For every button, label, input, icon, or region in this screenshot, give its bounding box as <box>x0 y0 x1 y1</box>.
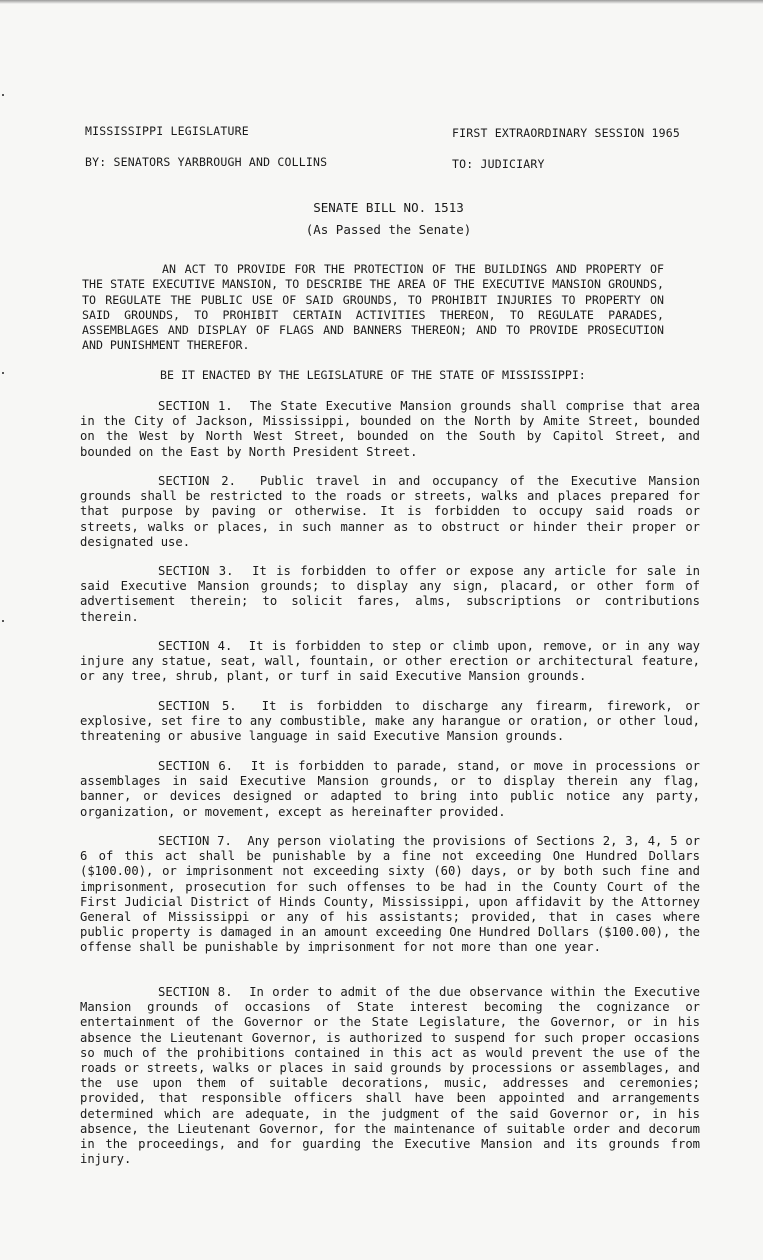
section-label: SECTION 5. <box>158 699 237 713</box>
enacting-clause: BE IT ENACTED BY THE LEGISLATURE OF THE STATE OF MISSISSIPPI: <box>160 368 586 382</box>
section-6 <box>80 759 700 820</box>
section-text: Public travel in and occupancy of the Executive Mansion grounds shall be restricted to the roads or streets, walks and places prepared for that purpose by paving or otherwise. It is forbidden to occupy said roads or streets, walks or places, in such manner as to obstruct or hinder their proper or designated use. <box>80 474 701 549</box>
committee-label: TO: JUDICIARY <box>452 157 545 171</box>
section-label: SECTION 6. <box>158 759 233 773</box>
section-1 <box>80 399 700 460</box>
section-text: In order to admit of the due observance within the Executive Mansion grounds of occasions of State interest becoming the cognizance or entertainment of the Governor or the State Legislature, the Governor, or in his absence the Lieutenant Governor, is authorized to suspend for such proper occasions so much of the prohibitions contained in this act as would prevent the use of the roads or streets, walks or places in said grounds by processions or assemblages, and the use upon them of suitable decorations, music, addresses and ceremonies; provided, that responsible officers shall have been appointed and arrangements determined which are adequate, in the judgment of the said Governor or, in his absence, the Lieutenant Governor, for the maintenance of suitable order and decorum in the proceedings, and for guarding the Executive Mansion and its grounds from injury. <box>80 985 700 1167</box>
section-4 <box>80 639 700 685</box>
section-label: SECTION 4. <box>158 639 233 653</box>
scan-edge <box>0 0 763 4</box>
section-text: It is forbidden to discharge any firearm, firework, or explosive, set fire to any combustible, make any harangue or oration, or other loud, threatening or abusive language in said Executive Mansion grounds. <box>80 699 700 744</box>
margin-mark <box>2 620 4 622</box>
legislature-label: MISSISSIPPI LEGISLATURE <box>85 124 249 138</box>
section-text: The State Executive Mansion grounds shall comprise that area in the City of Jackson, Mississippi, bounded on the North by Amite Street, bounded on the West by North West Street, bounded on the South by Capitol Street, and bounded on the East by North President Street. <box>80 399 701 459</box>
section-5 <box>80 699 700 745</box>
section-8 <box>80 985 700 1167</box>
bill-status: (As Passed the Senate) <box>305 222 472 237</box>
bill-title: SENATE BILL NO. 1513 <box>313 200 464 215</box>
section-label: SECTION 7. <box>158 834 232 848</box>
section-label: SECTION 1. <box>158 399 233 413</box>
margin-mark <box>2 94 4 96</box>
sponsors-label: BY: SENATORS YARBROUGH AND COLLINS <box>85 155 328 169</box>
section-3 <box>80 564 700 625</box>
session-label: FIRST EXTRAORDINARY SESSION 1965 <box>452 126 680 140</box>
section-text: It is forbidden to parade, stand, or move in processions or assemblages in said Executive Mansion grounds, or to display therein any flag, banner, or devices designed or adapted to bring into public notice any party, organization, or movement, except as hereinafter provided. <box>80 759 700 819</box>
act-title: AN ACT TO PROVIDE FOR THE PROTECTION OF THE BUILDINGS AND PROPERTY OF THE STATE EXECUTIVE MANSION, TO DESCRIBE THE AREA OF THE EXECUTIVE MANSION GROUNDS, TO REGULATE THE PUBLIC USE OF SAID GROUNDS, TO PROHIBIT INJURIES TO PROPERTY ON SAID GROUNDS, TO PROHIBIT CERTAIN ACTIVITIES THEREON, TO REGULATE PARADES, ASSEMBLAGES AND DISPLAY OF FLAGS AND BANNERS THEREON; AND TO PROVIDE PROSECUTION AND PUNISHMENT THEREFOR. <box>82 262 664 353</box>
margin-mark <box>2 372 4 374</box>
section-label: SECTION 8. <box>158 985 233 999</box>
section-text: It is forbidden to step or climb upon, remove, or in any way injure any statue, seat, wall, fountain, or other erection or architectural feature, or any tree, shrub, plant, or turf in said Executive Mansion grounds. <box>80 639 700 684</box>
section-2 <box>80 474 700 550</box>
section-text: It is forbidden to offer or expose any article for sale in said Executive Mansion grounds; to display any sign, placard, or other form of advertisement therein; to solicit fares, alms, subscriptions or contributions therein. <box>80 564 700 624</box>
section-label: SECTION 2. <box>158 474 236 488</box>
section-text: Any person violating the provisions of Sections 2, 3, 4, 5 or 6 of this act shall be punishable by a fine not exceeding One Hundred Dollars ($100.00), or imprisonment not exceeding sixty (60) days, or by both such fine and imprisonment, prosecution for such offenses to be had in the County Court of the First Judicial District of Hinds County, Mississippi, upon affidavit by the Attorney General of Mississippi or any of his assistants; provided, that in cases where public property is damaged in an amount exceeding One Hundred Dollars ($100.00), the offense shall be punishable by imprisonment for not more than one year. <box>80 834 700 955</box>
section-7 <box>80 834 700 956</box>
section-label: SECTION 3. <box>158 564 234 578</box>
